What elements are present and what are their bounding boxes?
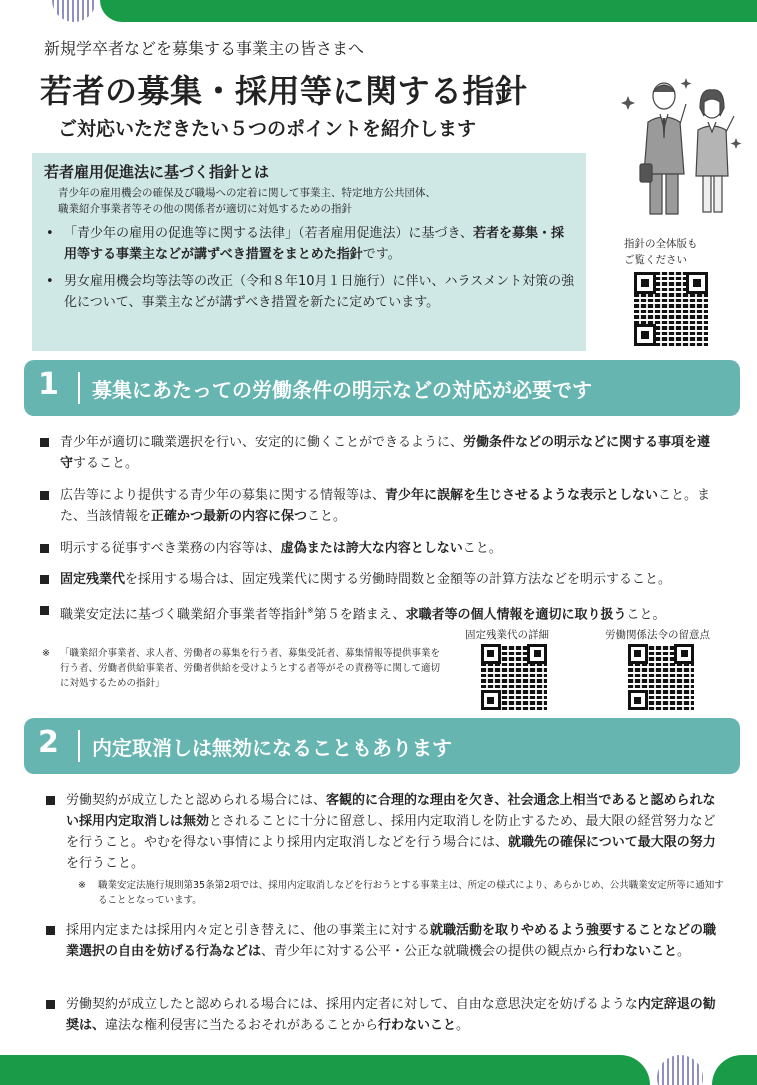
bullet-text: 「青少年の雇用の促進等に関する法律」（若者雇用促進法）に基づき、 — [64, 226, 473, 241]
section-divider — [78, 372, 80, 404]
square-bullet-icon — [40, 575, 49, 584]
fixed-overtime-qr-code[interactable] — [481, 644, 547, 710]
item-text: こと。 — [307, 509, 347, 524]
note-mark: ※ — [78, 880, 86, 891]
qr-labor-law-caption: 労働関係法令の留意点 — [605, 629, 710, 641]
section-2-header — [24, 718, 740, 774]
item-text: とされることに十分に留意し、採用内定取消しを防止するため、最大限の経営努力などを行うこと。やむを得ない事情により採用内定取消しなどを行う場合には、 — [66, 814, 716, 850]
bottom-stripe-decoration — [657, 1055, 703, 1085]
section-2-item-2 — [46, 920, 726, 962]
footnote-mark: ※ — [307, 606, 314, 615]
section-2-number: 2 — [38, 725, 59, 760]
guideline-desc-line-1: 青少年の雇用機会の確保及び職場への定着に関して事業主、特定地方公共団体、 — [58, 187, 436, 199]
item-text: 、青少年に対する公平・公正な就職機会の提供の観点から — [261, 944, 600, 959]
item-text: を採用する場合は、固定残業代に関する労働時間数と金額等の計算方法などを明示すること。 — [125, 572, 672, 587]
section-2-item-3 — [46, 994, 726, 1036]
audience-line: 新規学卒者などを募集する事業主の皆さまへ — [44, 39, 365, 58]
section-1-header — [24, 360, 740, 416]
section-2-item-1 — [46, 790, 726, 874]
item-bold-text: 内定辞退の勧奨は、 — [66, 997, 716, 1033]
item-text: こと。 — [462, 541, 502, 556]
item-text: 。 — [677, 944, 691, 959]
item-text: 労働契約が成立したと認められる場合には、採用内定者に対して、自由な意思決定を妨げるような — [66, 997, 638, 1012]
bullet-dot: • — [46, 274, 54, 289]
item-text: 。 — [456, 1018, 470, 1033]
section-1-item-3 — [40, 538, 720, 559]
woman-figure-icon — [696, 90, 734, 212]
item-text: 職業安定法に基づく職業紹介事業者等指針 — [60, 607, 308, 623]
item-bold-text: 労働条件などの明示などに関する事項を遵守 — [60, 435, 711, 471]
guideline-bullet-1 — [44, 223, 576, 265]
guideline-box-description — [44, 185, 576, 217]
labor-law-qr-code[interactable] — [628, 644, 694, 710]
bottom-corner-band — [712, 1055, 757, 1085]
guideline-box-heading: 若者雇用促進法に基づく指針とは — [44, 163, 270, 181]
item-bold-text: 客観的に合理的な理由を欠き、社会通念上相当であると認められない採用内定取消しは無効 — [66, 793, 716, 829]
section-divider — [78, 730, 80, 762]
item-bold-text: 青少年に誤解を生じさせるような表示としない — [385, 488, 659, 503]
item-bold-text: 行わないこと — [599, 944, 678, 959]
item-bold-text: 就職活動を取りやめるよう強要することなどの職業選択の自由を妨げる行為などは — [66, 923, 717, 959]
section-2-note: 職業安定法施行規則第35条第2項では、採用内定取消しなどを行おうとする事業主は、所定の様式により、あらかじめ、公共職業安定所等に通知することとなっています。 — [98, 880, 724, 906]
section-1-number: 1 — [38, 367, 59, 402]
full-version-caption-line-1: 指針の全体版も — [624, 238, 698, 250]
section-1-item-5 — [40, 600, 740, 625]
full-guideline-qr-code[interactable] — [634, 272, 708, 346]
item-text: 第５を踏まえ、 — [313, 607, 406, 623]
item-text: 採用内定または採用内々定と引き替えに、他の事業主に対する — [66, 923, 431, 938]
top-stripe-decoration — [52, 0, 96, 22]
section-1-title: 募集にあたっての労働条件の明示などの対応が必要です — [92, 378, 592, 402]
item-text: こと。 — [626, 607, 666, 623]
section-1-footnote: 「職業紹介事業者、求人者、労働者の募集を行う者、募集受託者、募集情報等提供事業を行う者、労働者供給事業者、労働者供給を受けようとする者等がその責務等に関して適切に対処するための指針」 — [60, 648, 441, 689]
guideline-desc-line-2: 職業紹介事業者等その他の関係者が適切に対処するための指針 — [58, 203, 352, 215]
square-bullet-icon — [46, 1000, 55, 1009]
item-text: 広告等により提供する青少年の募集に関する情報等は、 — [60, 488, 386, 503]
full-version-caption-line-2: ご覧ください — [624, 254, 687, 266]
business-people-illustration — [620, 74, 745, 224]
item-bold-text: 就職先の確保について最大限の努力 — [508, 835, 716, 850]
qr-fixed-overtime-caption: 固定残業代の詳細 — [465, 629, 549, 641]
item-bold-text: 求職者等の個人情報を適切に取り扱う — [405, 607, 627, 623]
full-version-caption — [624, 236, 698, 268]
man-figure-icon — [640, 83, 686, 214]
item-bold-text: 正確かつ最新の内容に保つ — [151, 509, 308, 524]
section-1-item-1 — [40, 432, 720, 474]
item-text: 違法な権利侵害に当たるおそれがあることから — [105, 1018, 379, 1033]
item-text: 労働契約が成立したと認められる場合には、 — [66, 793, 327, 808]
guideline-info-box — [32, 153, 586, 351]
square-bullet-icon — [40, 491, 49, 500]
page-title: 若者の募集・採用等に関する指針 — [40, 72, 528, 110]
item-text: すること。 — [73, 456, 139, 471]
bullet-text: 男女雇用機会均等法等の改正（令和８年10月１日施行）に伴い、ハラスメント対策の強化について、事業主などが講ずべき措置を新たに定めています。 — [64, 274, 575, 310]
square-bullet-icon — [46, 796, 55, 805]
square-bullet-icon — [40, 606, 49, 615]
item-text: 青少年が適切に職業選択を行い、安定的に働くことができるように、 — [60, 435, 464, 450]
item-text: 明示する従事すべき業務の内容等は、 — [60, 541, 281, 556]
bullet-bold-text: 若者を募集・採用等する事業主などが講ずべき措置をまとめた指針 — [64, 226, 564, 262]
section-1-item-4 — [40, 569, 740, 590]
guideline-bullet-2 — [44, 271, 576, 313]
item-text: こと。また、当該情報を — [60, 488, 711, 524]
square-bullet-icon — [40, 438, 49, 447]
section-1-item-2 — [40, 485, 720, 527]
square-bullet-icon — [46, 926, 55, 935]
item-bold-text: 固定残業代 — [60, 572, 126, 587]
bottom-green-band — [0, 1055, 650, 1085]
footnote-mark: ※ — [42, 648, 50, 659]
item-text: を行うこと。 — [66, 856, 145, 871]
square-bullet-icon — [40, 544, 49, 553]
page-subtitle: ご対応いただきたい５つのポイントを紹介します — [58, 118, 477, 140]
bullet-text: です。 — [362, 247, 401, 262]
bullet-dot: • — [46, 226, 54, 241]
top-green-band — [100, 0, 757, 22]
item-bold-text: 行わないこと — [378, 1018, 457, 1033]
item-bold-text: 虚偽または誇大な内容としない — [280, 541, 463, 556]
section-2-title: 内定取消しは無効になることもあります — [92, 736, 452, 760]
